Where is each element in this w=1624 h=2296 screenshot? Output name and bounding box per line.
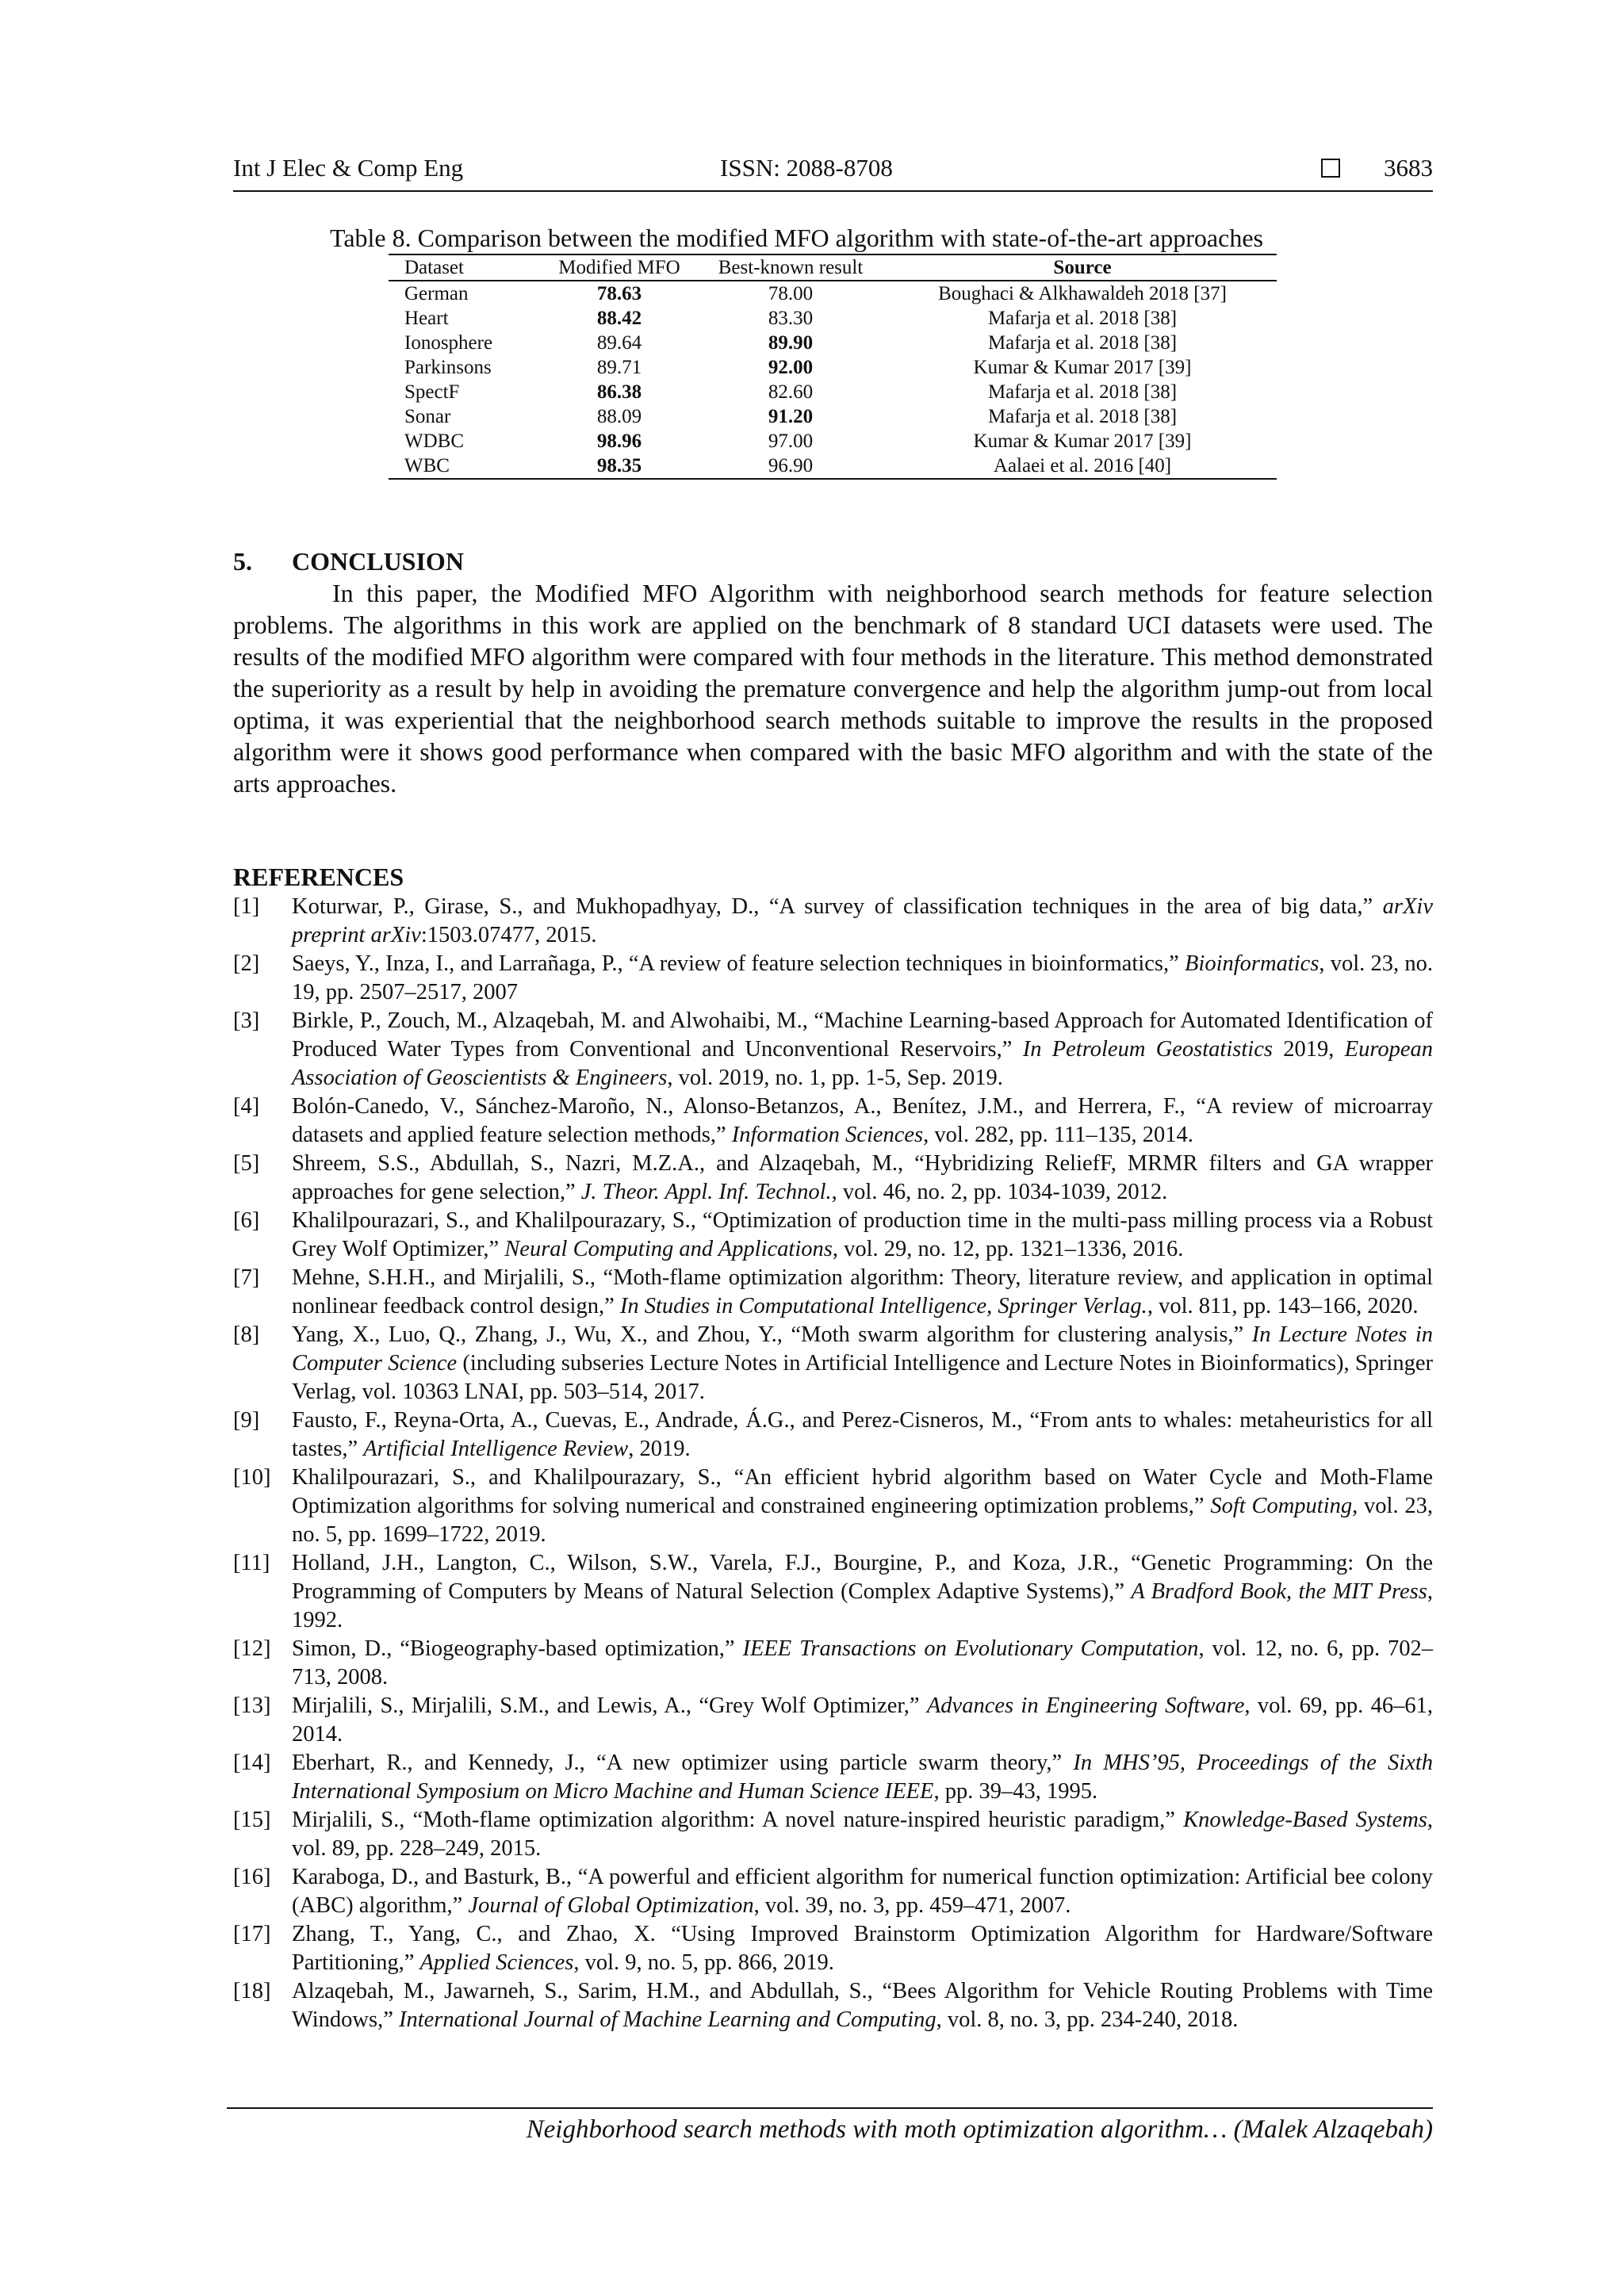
table-row <box>389 331 1277 355</box>
cell-dataset: SpectF <box>404 381 460 403</box>
reference-venue: Soft Computing <box>1210 1494 1353 1518</box>
reference-item <box>233 1977 1433 2034</box>
column-header-source: Source <box>888 254 1277 281</box>
reference-text: Fausto, F., Reyna-Orta, A., Cuevas, E., Andrade, Á.G., and Perez-Cisneros, M., “From ants to whales: metaheuristics for all tastes,” <box>292 1408 1433 1461</box>
cell-dataset: Heart <box>404 308 449 329</box>
reference-number: [10] <box>233 1465 271 1490</box>
reference-number: [15] <box>233 1808 271 1832</box>
reference-text: , vol. 12, no. 6, pp. 702–713, 2008. <box>292 1636 1434 1689</box>
reference-venue: J. Theor. Appl. Inf. Technol. <box>580 1180 832 1204</box>
reference-item <box>233 1692 1433 1749</box>
cell-source: Boughaci & Alkhawaldeh 2018 [37] <box>938 283 1227 304</box>
table-row <box>389 429 1277 453</box>
reference-text: , vol. 9, no. 5, pp. 866, 2019. <box>573 1950 834 1975</box>
reference-number: [2] <box>233 951 260 976</box>
reference-text: , 1992. <box>292 1579 1433 1632</box>
reference-venue: IEEE Transactions on Evolutionary Computation <box>742 1636 1199 1661</box>
cell-source: Aalaei et al. 2016 [40] <box>888 453 1277 479</box>
reference-item <box>233 1406 1433 1464</box>
reference-list <box>233 893 1433 2034</box>
reference-number: [18] <box>233 1979 271 2003</box>
cell-modified-mfo: 88.42 <box>596 308 642 329</box>
reference-text: , vol. 23, no. 5, pp. 1699–1722, 2019. <box>292 1494 1434 1547</box>
reference-venue: A Bradford Book, the MIT Press <box>1131 1579 1427 1604</box>
reference-item <box>233 1093 1433 1150</box>
cell-best-known: 89.90 <box>768 332 814 354</box>
reference-text: , vol. 69, pp. 46–61, 2014. <box>292 1693 1433 1747</box>
reference-number: [6] <box>233 1208 260 1233</box>
reference-item <box>233 1150 1433 1207</box>
comparison-table <box>389 254 1277 480</box>
running-footer: Neighborhood search methods with moth optimization algorithm… (Malek Alzaqebah) <box>526 2115 1433 2144</box>
reference-text: , vol. 811, pp. 143–166, 2020. <box>1147 1294 1419 1318</box>
reference-text: , pp. 39–43, 1995. <box>933 1779 1098 1804</box>
reference-venue: Artificial Intelligence Review <box>363 1437 629 1461</box>
reference-item <box>233 1863 1433 1920</box>
cell-best-known: 78.00 <box>768 283 814 304</box>
reference-text: , 2019. <box>628 1437 691 1461</box>
running-header <box>233 154 1433 192</box>
reference-venue: In Studies in Computational Intelligence, Springer Verlag. <box>619 1294 1147 1318</box>
reference-number: [12] <box>233 1636 271 1661</box>
reference-text: Simon, D., “Biogeography-based optimization,” <box>292 1636 743 1661</box>
reference-venue: Knowledge-Based Systems <box>1183 1808 1427 1832</box>
reference-number: [1] <box>233 894 260 919</box>
reference-text: Eberhart, R., and Kennedy, J., “A new optimizer using particle swarm theory,” <box>292 1751 1074 1775</box>
cell-modified-mfo: 88.09 <box>596 406 642 427</box>
reference-text: Khalilpourazari, S., and Khalilpourazary, S., “An efficient hybrid algorithm based on Water Cycle and Moth-Flame Optimization algorithms for solving numerical and constrained engineering optimization problems,” <box>292 1465 1433 1518</box>
reference-text: Mirjalili, S., “Moth-flame optimization algorithm: A novel nature-inspired heuristic paradigm,” <box>292 1808 1184 1832</box>
cell-modified-mfo: 98.35 <box>546 453 693 479</box>
reference-number: [13] <box>233 1693 271 1718</box>
cell-dataset: German <box>404 283 469 304</box>
reference-number: [8] <box>233 1322 260 1347</box>
reference-text: Shreem, S.S., Abdullah, S., Nazri, M.Z.A., and Alzaqebah, M., “Hybridizing ReliefF, MRMR filters and GA wrapper approaches for gene selection,” <box>292 1151 1433 1204</box>
footer-rule <box>227 2107 1433 2109</box>
reference-text: Yang, X., Luo, Q., Zhang, J., Wu, X., and Zhou, Y., “Moth swarm algorithm for clustering analysis,” <box>292 1322 1252 1347</box>
table-row <box>389 281 1277 306</box>
reference-text: Mehne, S.H.H., and Mirjalili, S., “Moth-flame optimization algorithm: Theory, literature review, and application in optimal nonlinear feedback control design,” <box>292 1265 1433 1318</box>
reference-text: (including subseries Lecture Notes in Artificial Intelligence and Lecture Notes in Bioinformatics), Springer Verlag, vol. 10363 LNAI, pp. 503–514, 2017. <box>292 1351 1433 1404</box>
reference-text: Khalilpourazari, S., and Khalilpourazary, S., “Optimization of production time in the multi-pass milling process via a Robust Grey Wolf Optimizer,” <box>292 1208 1433 1261</box>
reference-number: [5] <box>233 1151 260 1176</box>
reference-item <box>233 1635 1433 1692</box>
cell-source: Mafarja et al. 2018 [38] <box>987 406 1178 427</box>
table-row <box>389 306 1277 331</box>
cell-best-known: 97.00 <box>768 430 814 452</box>
reference-text: , vol. 89, pp. 228–249, 2015. <box>292 1808 1434 1861</box>
cell-modified-mfo: 89.71 <box>596 357 642 378</box>
conclusion-paragraph: In this paper, the Modified MFO Algorithm with neighborhood search methods for feature selection problems. The algorithms in this work are applied on the benchmark of 8 standard UCI datasets were used. The results of the modified MFO algorithm were compared with four methods in the literature. This method demonstrated the superiority as a result by help in avoiding the premature convergence and help the algorithm jump-out from local optima, it was experiential that the neighborhood search methods suitable to improve the results in the proposed algorithm were it shows good performance when compared with the basic MFO algorithm and with the state of the arts approaches. <box>233 579 1433 798</box>
reference-text: , vol. 8, no. 3, pp. 234-240, 2018. <box>936 2007 1239 2032</box>
cell-source: Mafarja et al. 2018 [38] <box>987 308 1178 329</box>
reference-venue: International Journal of Machine Learning and Computing <box>399 2007 936 2032</box>
reference-text: , vol. 23, no. 19, pp. 2507–2517, 2007 <box>292 951 1433 1004</box>
reference-item <box>233 1464 1433 1549</box>
cell-modified-mfo: 86.38 <box>596 381 642 403</box>
reference-venue: Information Sciences <box>731 1123 924 1147</box>
table-row <box>389 380 1277 404</box>
table-header-row <box>389 254 1277 281</box>
reference-venue: In Lecture Notes in Computer Science <box>292 1322 1434 1376</box>
cell-source: Mafarja et al. 2018 [38] <box>987 332 1178 354</box>
reference-item <box>233 1749 1433 1806</box>
cell-source: Kumar & Kumar 2017 [39] <box>973 357 1192 378</box>
reference-venue: Bioinformatics <box>1185 951 1320 976</box>
reference-item <box>233 1264 1433 1321</box>
cell-source: Kumar & Kumar 2017 [39] <box>973 430 1192 452</box>
reference-venue: In Petroleum Geostatistics <box>1022 1037 1273 1062</box>
reference-number: [17] <box>233 1922 271 1946</box>
reference-number: [3] <box>233 1008 260 1033</box>
reference-item <box>233 893 1433 950</box>
reference-text: , vol. 282, pp. 111–135, 2014. <box>923 1123 1193 1147</box>
reference-item <box>233 1207 1433 1264</box>
column-header-dataset: Dataset <box>389 254 546 281</box>
reference-text: Saeys, Y., Inza, I., and Larrañaga, P., “A review of feature selection techniques in bioinformatics,” <box>292 951 1185 976</box>
reference-text: Karaboga, D., and Basturk, B., “A powerful and efficient algorithm for numerical function optimization: Artificial bee colony (ABC) algorithm,” <box>292 1865 1433 1918</box>
reference-number: [14] <box>233 1751 271 1775</box>
cell-modified-mfo: 89.64 <box>596 332 642 354</box>
table-body <box>389 281 1277 479</box>
reference-item <box>233 1806 1433 1863</box>
reference-number: [9] <box>233 1408 260 1433</box>
reference-text: , vol. 39, no. 3, pp. 459–471, 2007. <box>753 1893 1071 1918</box>
reference-venue: Advances in Engineering Software <box>926 1693 1245 1718</box>
column-header-modified-mfo: Modified MFO <box>546 254 693 281</box>
reference-text: Koturwar, P., Girase, S., and Mukhopadhyay, D., “A survey of classification techniques in the area of big data,” <box>292 894 1383 919</box>
cell-modified-mfo: 98.96 <box>596 430 642 452</box>
reference-venue: arXiv preprint arXiv <box>292 894 1433 947</box>
cell-best-known: 96.90 <box>693 453 888 479</box>
conclusion-heading <box>233 547 464 576</box>
reference-item <box>233 1007 1433 1093</box>
reference-text: Zhang, T., Yang, C., and Zhao, X. “Using Improved Brainstorm Optimization Algorithm for Hardware/Software Partitioning,” <box>292 1922 1433 1975</box>
cell-modified-mfo: 78.63 <box>596 283 642 304</box>
table-row <box>389 453 1277 479</box>
reference-text: Bolón-Canedo, V., Sánchez-Maroño, N., Alonso-Betanzos, A., Benítez, J.M., and Herrera, F., “A review of microarray datasets and applied feature selection methods,” <box>292 1094 1433 1147</box>
reference-venue: Journal of Global Optimization <box>468 1893 754 1918</box>
reference-number: [16] <box>233 1865 271 1889</box>
reference-item <box>233 1920 1433 1977</box>
reference-number: [11] <box>233 1551 270 1575</box>
reference-text: , vol. 2019, no. 1, pp. 1-5, Sep. 2019. <box>667 1066 1003 1090</box>
table-row <box>389 355 1277 380</box>
reference-item <box>233 1321 1433 1406</box>
reference-text: , vol. 29, no. 12, pp. 1321–1336, 2016. <box>832 1237 1184 1261</box>
references-heading: REFERENCES <box>233 863 404 891</box>
column-header-best-known: Best-known result <box>693 254 888 281</box>
cell-best-known: 92.00 <box>768 357 814 378</box>
section-number: 5. <box>233 547 252 576</box>
table-caption: Table 8. Comparison between the modified MFO algorithm with state-of-the-art approaches <box>330 224 1263 252</box>
reference-text: 2019, <box>1272 1037 1345 1062</box>
section-title: CONCLUSION <box>292 547 464 576</box>
reference-text: :1503.07477, 2015. <box>420 923 597 947</box>
table-row <box>389 404 1277 429</box>
reference-text: , vol. 46, no. 2, pp. 1034-1039, 2012. <box>831 1180 1168 1204</box>
cell-dataset: Ionosphere <box>404 332 493 354</box>
reference-item <box>233 1549 1433 1635</box>
reference-venue: European Association of Geoscientists & Engineers <box>292 1037 1433 1090</box>
reference-text: Birkle, P., Zouch, M., Alzaqebah, M. and Alwohaibi, M., “Machine Learning-based Approach for Automated Identification of Produced Water Types from Conventional and Unconventional Reservoirs,” <box>292 1008 1433 1062</box>
cell-dataset: WBC <box>389 453 546 479</box>
cell-best-known: 83.30 <box>768 308 814 329</box>
issn: ISSN: 2088-8708 <box>720 154 893 182</box>
cell-dataset: Sonar <box>404 406 451 427</box>
reference-text: Mirjalili, S., Mirjalili, S.M., and Lewis, A., “Grey Wolf Optimizer,” <box>292 1693 927 1718</box>
reference-venue: Applied Sciences <box>419 1950 574 1975</box>
reference-number: [7] <box>233 1265 260 1290</box>
checkbox-square-icon <box>1321 159 1340 178</box>
reference-venue: In MHS’95, Proceedings of the Sixth International Symposium on Micro Machine and Human Science IEEE <box>292 1751 1433 1804</box>
reference-text: Holland, J.H., Langton, C., Wilson, S.W., Varela, F.J., Bourgine, P., and Koza, J.R., “Genetic Programming: On the Programming of Computers by Means of Natural Selection (Complex Adaptive Systems),” <box>292 1551 1433 1604</box>
reference-text: Alzaqebah, M., Jawarneh, S., Sarim, H.M., and Abdullah, S., “Bees Algorithm for Vehicle Routing Problems with Time Windows,” <box>292 1979 1433 2032</box>
cell-best-known: 91.20 <box>768 406 814 427</box>
cell-best-known: 82.60 <box>768 381 814 403</box>
reference-number: [4] <box>233 1094 260 1119</box>
cell-dataset: Parkinsons <box>404 357 492 378</box>
cell-source: Mafarja et al. 2018 [38] <box>987 381 1178 403</box>
reference-item <box>233 950 1433 1007</box>
page-number: 3683 <box>1384 154 1433 182</box>
journal-name: Int J Elec & Comp Eng <box>233 154 464 182</box>
cell-dataset: WDBC <box>404 430 464 452</box>
reference-venue: Neural Computing and Applications <box>504 1237 833 1261</box>
